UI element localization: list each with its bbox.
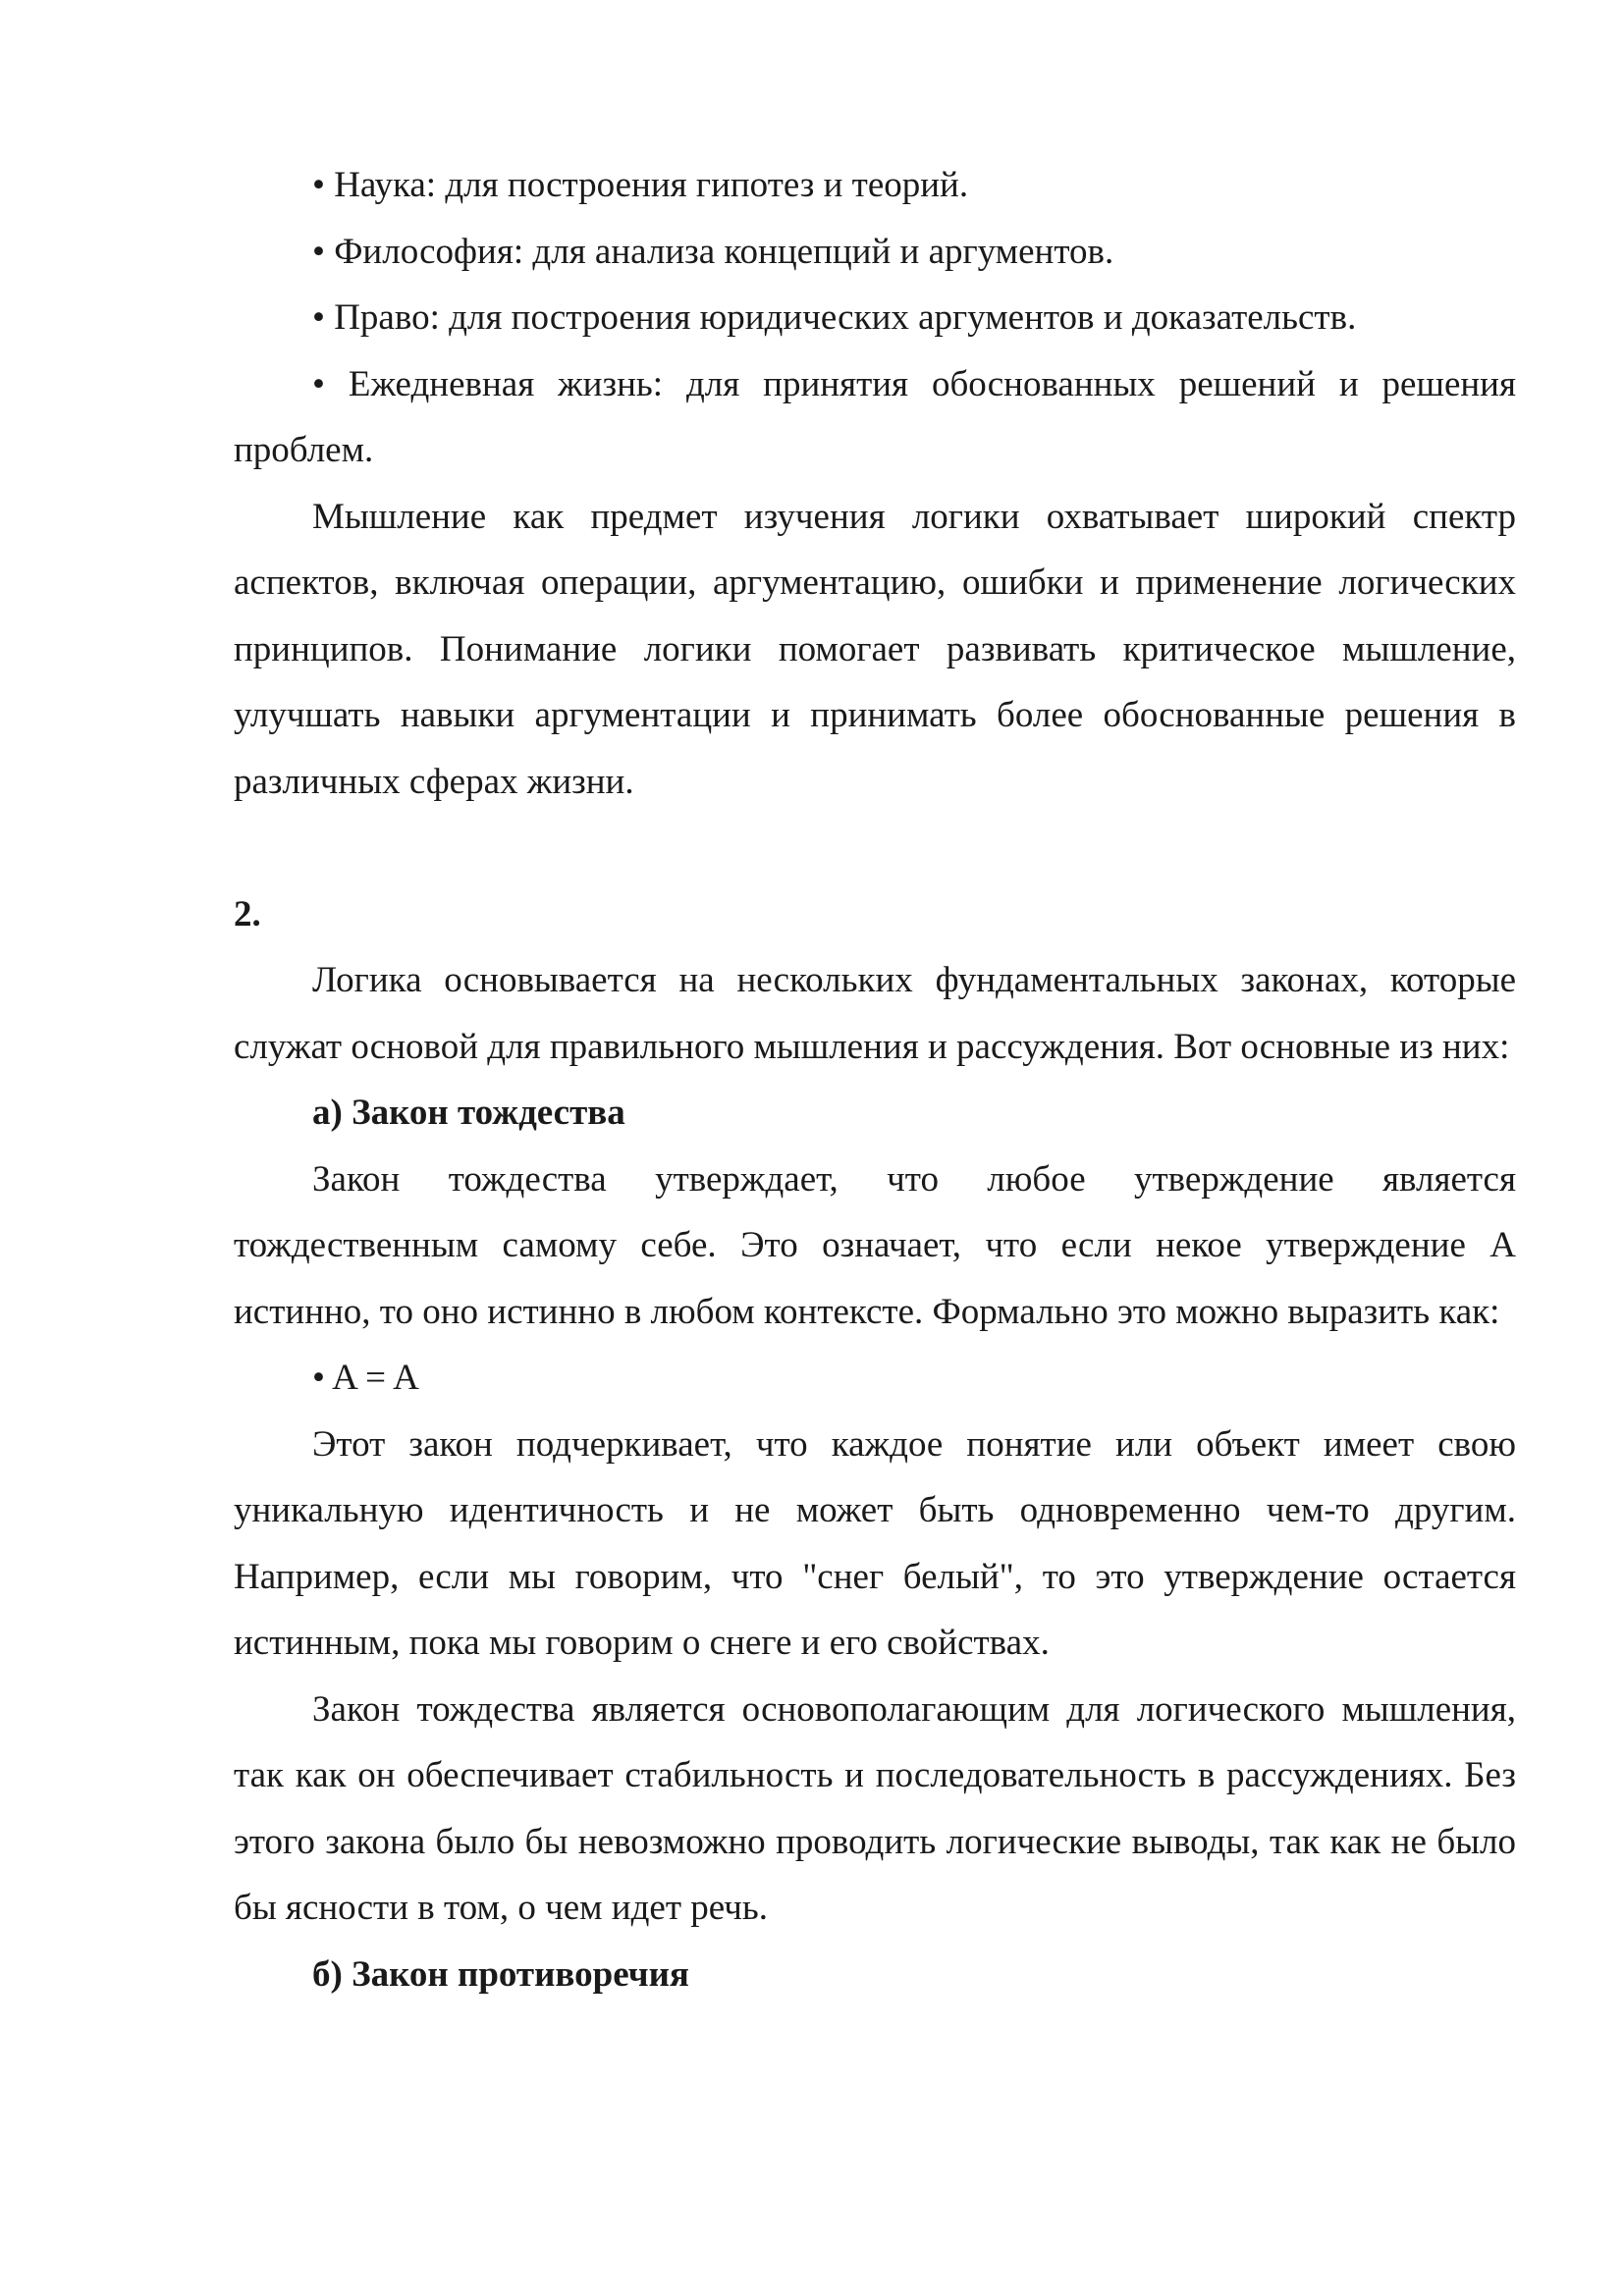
bullet-philosophy: • Философия: для анализа концепций и аргументов. — [312, 231, 1114, 272]
law-identity-heading: а) Закон тождества — [312, 1093, 625, 1133]
bullet-science: • Наука: для построения гипотез и теорий. — [312, 165, 969, 205]
bullet-daily-life: • Ежедневная жизнь: для принятия обоснованных решений и решения проблем. — [234, 363, 1516, 470]
law-identity-paragraph-2: Этот закон подчеркивает, что каждое понятие или объект имеет свою уникальную идентичность и не может быть одновременно чем-то другим. Например, если мы говорим, что "снег белый", то это утверждение остается истинным, пока мы говорим о снеге и его свойствах. — [234, 1423, 1516, 1663]
law-identity-formula: • A = A — [312, 1358, 419, 1398]
page-content — [234, 152, 1516, 2007]
summary-paragraph: Мышление как предмет изучения логики охватывает широкий спектр аспектов, включая операции, аргументацию, ошибки и применение логических принципов. Понимание логики помогает развивать критическое мышление, улучшать навыки аргументации и принимать более обоснованные решения в различных сферах жизни. — [234, 496, 1516, 802]
section-number: 2. — [234, 893, 261, 934]
bullet-law: • Право: для построения юридических аргументов и доказательств. — [312, 297, 1357, 338]
intro-paragraph: Логика основывается на нескольких фундаментальных законах, которые служат основой для правильного мышления и рассуждения. Вот основные из них: — [234, 960, 1516, 1067]
law-contradiction-heading: б) Закон противоречия — [312, 1953, 689, 1995]
law-identity-paragraph-1: Закон тождества утверждает, что любое утверждение является тождественным самому себе. Это означает, что если некое утверждение A истинно, то оно истинно в любом контексте. Формально это можно выразить как: — [234, 1158, 1516, 1332]
section-spacer — [234, 815, 1516, 881]
law-identity-paragraph-3: Закон тождества является основополагающим для логического мышления, так как он обеспечивает стабильность и последовательность в рассуждениях. Без этого закона было бы невозможно проводить логические выводы, так как не было бы ясности в том, о чем идет речь. — [234, 1688, 1516, 1928]
